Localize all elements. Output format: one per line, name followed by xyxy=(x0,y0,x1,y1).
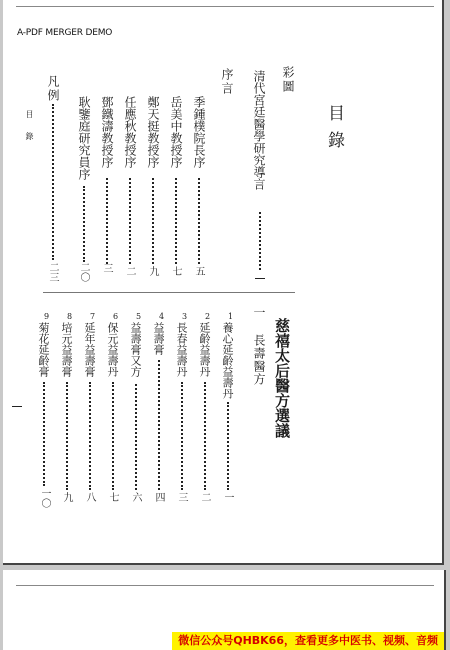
toc-item-9-leader xyxy=(43,382,45,486)
toc-preface-4: 任應秋教授序 xyxy=(123,96,137,168)
side-label: 目錄 xyxy=(25,110,34,154)
toc-item-3-leader xyxy=(181,382,183,490)
toc-preface-2: 岳美中教授序 xyxy=(169,96,183,168)
toc-preface-1-leader xyxy=(198,178,200,264)
next-page-rule xyxy=(16,585,434,586)
toc-item-1-no: 1 xyxy=(226,312,235,321)
toc-item-2-page: 二 xyxy=(199,492,210,502)
toc-preface-6-page: 二〇 xyxy=(78,262,89,282)
toc-intro-leader xyxy=(259,212,261,270)
toc-preface-4-leader xyxy=(129,178,131,264)
toc-item-4: 益壽膏 xyxy=(152,322,165,355)
toc-preface-2-page: 七 xyxy=(170,266,181,276)
toc-preface-6-leader xyxy=(83,186,85,262)
toc-item-1: 養心延齡益壽丹 xyxy=(221,322,234,399)
toc-item-8-no: 8 xyxy=(65,312,74,321)
section-title: 目錄 xyxy=(324,104,344,158)
toc-preface-5: 鄧鐵濤教授序 xyxy=(100,96,114,168)
toc-preface-1: 季鍾樸院長序 xyxy=(192,96,206,168)
toc-item-7-page: 八 xyxy=(84,492,95,502)
book-title: 慈禧太后醫方選議 xyxy=(273,318,291,438)
toc-item-6-page: 七 xyxy=(107,492,118,502)
toc-item-4-no: 4 xyxy=(157,312,166,321)
toc-item-8-leader xyxy=(66,382,68,490)
toc-item-5-leader xyxy=(135,384,137,490)
toc-item-2-leader xyxy=(204,382,206,490)
toc-item-7-no: 7 xyxy=(88,312,97,321)
toc-item-9-page: 一〇 xyxy=(39,488,50,508)
toc-item-1-leader xyxy=(227,402,229,490)
next-page-fragment xyxy=(3,570,446,650)
toc-item-7: 延年益壽膏 xyxy=(83,322,96,377)
toc-item-3-no: 3 xyxy=(180,312,189,321)
toc-preface-3-page: 九 xyxy=(147,266,158,276)
toc-preface-3-leader xyxy=(152,178,154,264)
footer-banner: 微信公众号QHBK66，查看更多中医书、视频、音频 xyxy=(172,632,444,650)
watermark-text: A-PDF MERGER DEMO xyxy=(17,28,113,38)
toc-item-6: 保元益壽丹 xyxy=(106,322,119,377)
toc-item-4-leader xyxy=(158,360,160,490)
toc-item-6-leader xyxy=(112,382,114,490)
toc-notes-page: 二三 xyxy=(47,262,58,282)
document-page xyxy=(3,0,444,565)
toc-item-2: 延齡益壽丹 xyxy=(198,322,211,377)
toc-item-6-no: 6 xyxy=(111,312,120,321)
toc-item-9: 菊花延齡膏 xyxy=(37,322,50,377)
middle-rule xyxy=(43,292,295,293)
toc-preface-2-leader xyxy=(175,178,177,264)
toc-preface-1-page: 五 xyxy=(193,266,204,276)
toc-item-8: 培元益壽膏 xyxy=(60,322,73,377)
toc-preface-6: 耿鑒庭研究員序 xyxy=(77,96,91,180)
toc-prefaces-heading: 序言 xyxy=(220,68,234,96)
toc-chapter-heading: 一 長壽醫方 xyxy=(252,306,266,386)
toc-preface-3: 鄭天挺教授序 xyxy=(146,96,160,168)
page-folio xyxy=(12,406,22,407)
toc-color-plates: 彩圖 xyxy=(281,66,295,94)
toc-preface-4-page: 二 xyxy=(124,266,135,276)
toc-item-5: 益壽膏又方 xyxy=(129,322,142,377)
toc-intro-label: 清代宮廷醫學研究導言 xyxy=(252,70,266,190)
top-rule xyxy=(16,6,434,7)
toc-preface-5-page: 三 xyxy=(101,263,112,273)
toc-item-3: 長春益壽丹 xyxy=(175,322,188,377)
toc-item-9-no: 9 xyxy=(42,312,51,321)
toc-notes-heading: 凡例 xyxy=(46,75,60,103)
toc-item-4-page: 四 xyxy=(153,492,164,502)
toc-item-8-page: 九 xyxy=(61,492,72,502)
toc-item-1-page: 一 xyxy=(222,492,233,502)
toc-item-5-page: 六 xyxy=(130,492,141,502)
toc-item-7-leader xyxy=(89,382,91,490)
toc-notes-leader xyxy=(52,104,54,260)
toc-intro-page xyxy=(255,278,265,279)
toc-item-3-page: 三 xyxy=(176,492,187,502)
toc-item-5-no: 5 xyxy=(134,312,143,321)
toc-preface-5-leader xyxy=(106,178,108,264)
toc-item-2-no: 2 xyxy=(203,312,212,321)
